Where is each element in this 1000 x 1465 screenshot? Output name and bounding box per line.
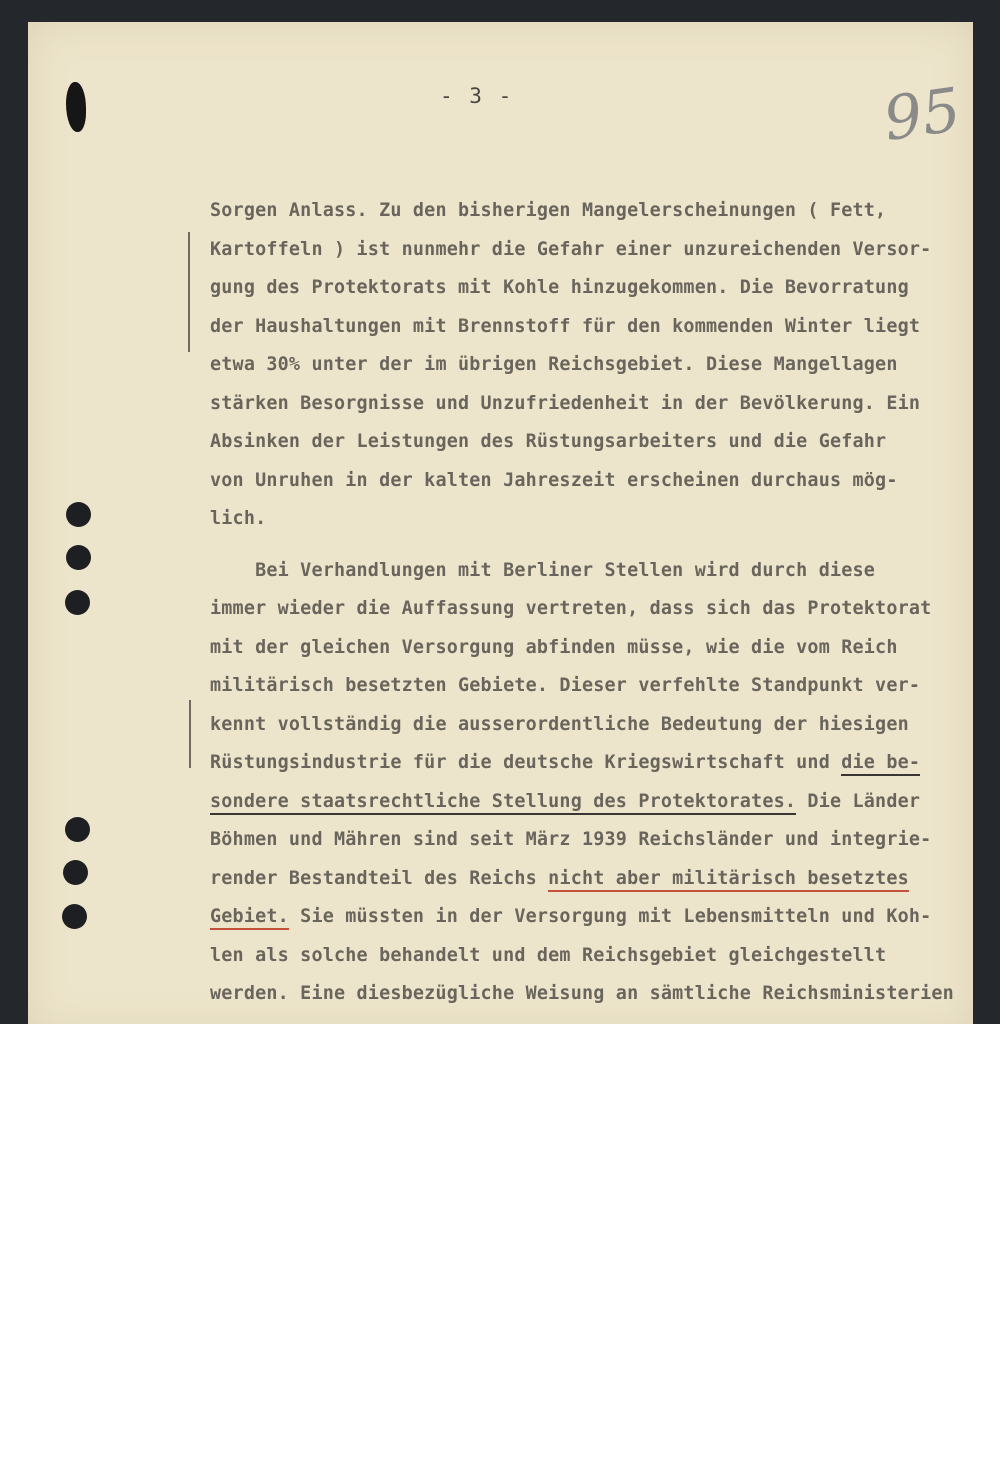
- staple-mark: [66, 82, 86, 132]
- underlined-text: die be-: [841, 752, 920, 776]
- text-line: [210, 783, 980, 822]
- text-line: mit der gleichen Versorgung abfinden müsse, wie die vom Reich: [210, 636, 898, 658]
- text-line: Böhmen und Mähren sind seit März 1939 Reichsländer und integrie-: [210, 829, 932, 850]
- text-line: gung des Protektorats mit Kohle hinzugekommen. Die Bevorratung: [210, 277, 909, 298]
- text-line: Absinken der Leistungen des Rüstungsarbeiters und die Gefahr: [210, 431, 887, 452]
- body-text: [210, 192, 980, 1014]
- text-line: len als solche behandelt und dem Reichsgebiet gleichgestellt: [210, 944, 887, 966]
- text-span: Die Länder: [796, 790, 921, 812]
- margin-mark: [188, 232, 190, 352]
- text-span: Sie müssten in der Versorgung mit Lebensmitteln und Koh-: [288, 906, 932, 927]
- text-line: [210, 744, 980, 783]
- text-span: render Bestandteil des Reichs: [210, 867, 549, 889]
- punch-hole: [63, 860, 88, 885]
- underlined-text: sondere staatsrechtliche Stellung des Protektorates.: [210, 791, 796, 815]
- underlined-text: nicht aber militärisch besetztes: [548, 868, 909, 892]
- text-line: immer wieder die Auffassung vertreten, dass sich das Protektorat: [210, 598, 932, 619]
- text-line: [210, 860, 980, 899]
- folio-number: 95: [879, 75, 965, 155]
- punch-hole: [65, 817, 90, 842]
- punch-hole: [65, 590, 90, 615]
- text-line: der Haushaltungen mit Brennstoff für den kommenden Winter liegt: [210, 315, 921, 337]
- page-number: - 3 -: [440, 84, 514, 108]
- punch-hole: [62, 904, 87, 929]
- margin-mark: [189, 700, 191, 768]
- punch-hole: [66, 545, 91, 570]
- underlined-text: Gebiet.: [210, 906, 289, 930]
- text-line: kennt vollständig die ausserordentliche Bedeutung der hiesigen: [210, 713, 909, 735]
- punch-hole: [66, 502, 91, 527]
- text-line: werden. Eine diesbezügliche Weisung an sämtliche Reichsministerien: [210, 983, 954, 1004]
- text-line: militärisch besetzten Gebiete. Dieser verfehlte Standpunkt ver-: [210, 675, 921, 696]
- text-line: [210, 898, 980, 937]
- text-line: etwa 30% unter der im übrigen Reichsgebiet. Diese Mangellagen: [210, 354, 898, 375]
- text-line: lich.: [210, 508, 267, 529]
- text-line: Kartoffeln ) ist nunmehr die Gefahr einer unzureichenden Versor-: [210, 238, 932, 260]
- text-line: stärken Besorgnisse und Unzufriedenheit in der Bevölkerung. Ein: [210, 392, 921, 414]
- text-line: von Unruhen in der kalten Jahreszeit erscheinen durchaus mög-: [210, 469, 898, 491]
- text-line: Bei Verhandlungen mit Berliner Stellen wird durch diese: [210, 559, 876, 581]
- text-span: Rüstungsindustrie für die deutsche Kriegswirtschaft und: [210, 752, 842, 773]
- text-line: Sorgen Anlass. Zu den bisherigen Mangelerscheinungen ( Fett,: [210, 200, 887, 221]
